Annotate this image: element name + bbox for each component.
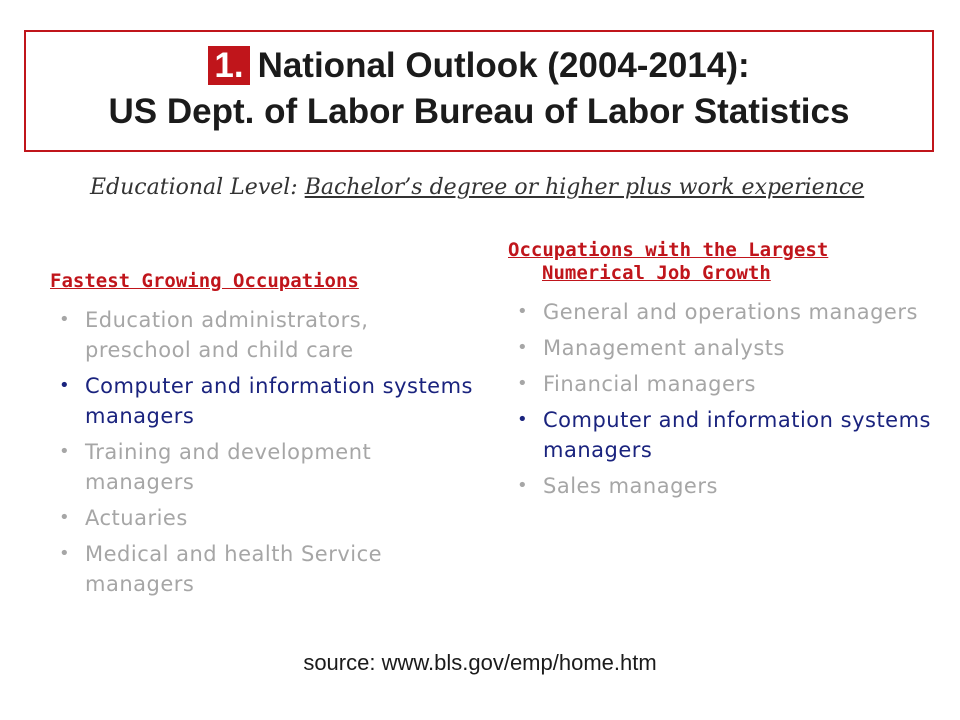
bullet-icon: • xyxy=(59,375,71,396)
heading-line-2: Numerical Job Growth xyxy=(542,262,771,284)
source-citation: source: www.bls.gov/emp/home.htm xyxy=(303,650,657,675)
title-line-2: US Dept. of Labor Bureau of Labor Statistics xyxy=(108,92,850,131)
largest-growth-list xyxy=(508,297,938,501)
bullet-icon: • xyxy=(517,373,529,394)
subtitle-prefix: Educational Level: xyxy=(90,175,305,200)
list-item-text: General and operations managers xyxy=(543,300,918,324)
list-item xyxy=(508,405,938,465)
list-item xyxy=(50,371,480,431)
bullet-icon: • xyxy=(59,507,71,528)
list-item xyxy=(50,437,480,497)
fastest-growing-heading: Fastest Growing Occupations xyxy=(50,270,359,292)
bullet-icon: • xyxy=(517,337,529,358)
heading-line-1: Occupations with the Largest xyxy=(508,239,829,261)
list-item xyxy=(508,471,938,501)
list-item xyxy=(508,333,938,363)
list-item xyxy=(50,305,480,365)
list-item xyxy=(508,369,938,399)
list-item-text: Sales managers xyxy=(543,474,718,498)
bullet-icon: • xyxy=(517,409,529,430)
list-item xyxy=(50,503,480,533)
list-item-text: Training and development managers xyxy=(85,440,372,494)
bullet-icon: • xyxy=(59,441,71,462)
list-item-text: Management analysts xyxy=(543,336,785,360)
title-box xyxy=(24,30,934,152)
list-item-text: Medical and health Service managers xyxy=(85,542,383,596)
education-level-subtitle xyxy=(90,175,890,200)
list-item-text: Computer and information systems managers xyxy=(85,374,473,428)
largest-growth-heading xyxy=(508,239,938,285)
title-line-1 xyxy=(26,46,932,86)
list-item-text: Education administrators, preschool and child care xyxy=(85,308,369,362)
list-item xyxy=(508,297,938,327)
bullet-icon: • xyxy=(517,301,529,322)
title-text-1: National Outlook (2004-2014): xyxy=(257,46,750,85)
largest-growth-column xyxy=(508,239,938,507)
list-item-text: Computer and information systems managers xyxy=(543,408,931,462)
section-number-badge: 1. xyxy=(208,46,249,85)
fastest-growing-column xyxy=(50,270,480,605)
list-item-text: Financial managers xyxy=(543,372,756,396)
bullet-icon: • xyxy=(517,475,529,496)
list-item xyxy=(50,539,480,599)
subtitle-requirement: Bachelor’s degree or higher plus work experience xyxy=(304,175,865,200)
fastest-growing-list xyxy=(50,305,480,599)
bullet-icon: • xyxy=(59,543,71,564)
bullet-icon: • xyxy=(59,309,71,330)
list-item-text: Actuaries xyxy=(85,506,188,530)
